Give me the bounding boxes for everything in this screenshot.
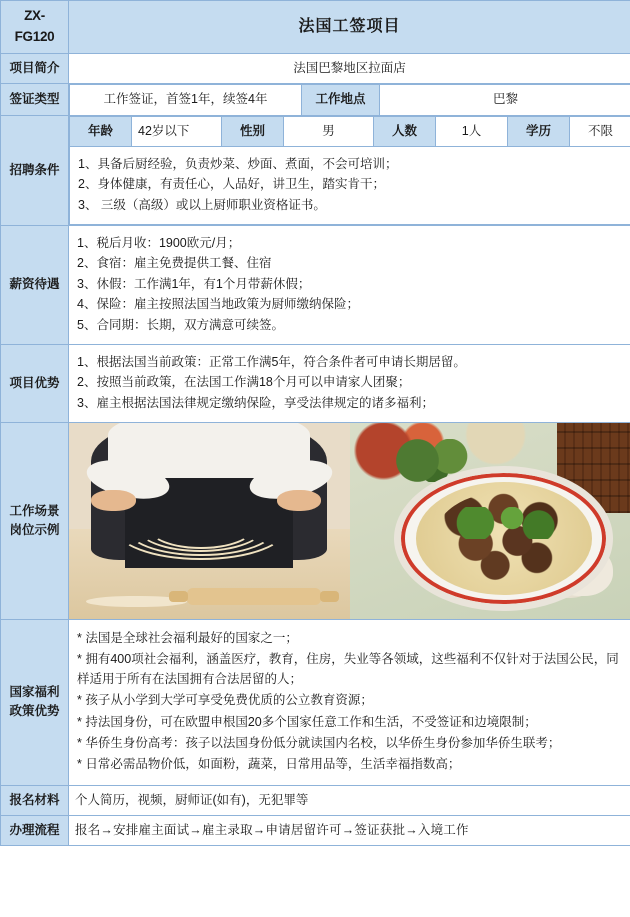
education-label: 学历	[508, 116, 570, 146]
scene-photos-cell	[69, 423, 630, 620]
advantage-label: 项目优势	[1, 344, 69, 422]
welfare-item: * 法国是全球社会福利最好的国家之一；	[77, 631, 298, 646]
salary-label: 薪资待遇	[1, 226, 69, 345]
visa-inner-table	[69, 84, 630, 115]
requirement-item: 3、 三级（高级）或以上厨师职业资格证书。	[78, 197, 326, 212]
visa-label: 签证类型	[1, 84, 69, 116]
advantage-item: 1、根据法国当前政策：正常工作满5年，符合条件者可申请长期居留。	[77, 354, 466, 369]
requirement-row	[1, 116, 630, 226]
photo-strip	[69, 423, 630, 619]
education-value: 不限	[570, 116, 630, 146]
welfare-item: * 日常必需品物价低，如面粉，蔬菜，日常用品等，生活幸福指数高；	[77, 757, 461, 772]
salary-content	[69, 226, 630, 345]
advantage-item: 3、雇主根据法国法律规定缴纳保险，享受法律规定的诸多福利；	[77, 395, 434, 410]
documents-row	[1, 785, 630, 815]
welfare-label	[1, 620, 69, 786]
advantage-row	[1, 344, 630, 422]
salary-item: 3、休假：工作满1年，有1个月带薪休假；	[77, 276, 311, 291]
welfare-label-line1: 国家福利	[9, 685, 60, 700]
scene-row	[1, 423, 630, 620]
requirement-item: 2、身体健康，有责任心，人品好，讲卫生，踏实肯干；	[78, 177, 385, 192]
salary-list	[69, 226, 630, 344]
process-row	[1, 816, 630, 846]
welfare-item: * 持法国身份，可在欧盟申根国20多个国家任意工作和生活，不受签证和边境限制；	[77, 714, 537, 729]
requirement-item: 1、具备后厨经验，负责炒菜、炒面、煮面，不会可培训；	[78, 156, 398, 171]
gender-label: 性别	[222, 116, 284, 146]
intro-value: 法国巴黎地区拉面店	[69, 53, 630, 83]
scene-label-line1: 工作场景	[9, 503, 60, 518]
advantage-content	[69, 344, 630, 422]
beef-noodle-soup-bowl-photo	[350, 423, 630, 619]
welfare-label-line2: 政策优势	[9, 704, 60, 719]
worksite-value: 巴黎	[380, 85, 630, 115]
salary-row	[1, 226, 630, 345]
intro-row	[1, 53, 630, 83]
documents-label: 报名材料	[1, 785, 69, 815]
gender-value: 男	[284, 116, 374, 146]
salary-item: 4、保险：雇主按照法国当地政策为厨师缴纳保险；	[77, 297, 359, 312]
header-row	[1, 1, 630, 54]
project-code: ZX-FG120	[1, 1, 69, 54]
requirement-content	[69, 116, 630, 226]
welfare-item: * 华侨生身份高考：孩子以法国身份低分就读国内名校，以华侨生身份参加华侨生联考；	[77, 735, 561, 750]
welfare-item: * 孩子从小学到大学可享受免费优质的公立教育资源；	[77, 693, 373, 708]
documents-value: 个人简历，视频，厨师证(如有)，无犯罪等	[69, 785, 630, 815]
visa-row	[1, 84, 630, 116]
welfare-content	[69, 620, 630, 786]
salary-item: 5、合同期：长期，双方满意可续签。	[77, 317, 284, 332]
welfare-row	[1, 620, 630, 786]
process-value: 报名→安排雇主面试→雇主录取→申请居留许可→签证获批→入境工作	[69, 816, 630, 846]
requirement-label: 招聘条件	[1, 116, 69, 226]
visa-row-content	[69, 84, 630, 116]
count-label: 人数	[374, 116, 436, 146]
process-label: 办理流程	[1, 816, 69, 846]
project-title: 法国工签项目	[69, 1, 630, 54]
chef-pulling-noodles-photo	[69, 423, 350, 619]
candidate-attributes-table	[69, 116, 630, 226]
welfare-item: * 拥有400项社会福利，涵盖医疗，教育，住房，失业等各领域，这些福利不仅针对于法国公民，同样适用于所有在法国拥有合法居留的人；	[77, 652, 619, 686]
salary-item: 2、食宿：雇主免费提供工餐、住宿	[77, 256, 272, 271]
scene-label	[1, 423, 69, 620]
intro-label: 项目简介	[1, 53, 69, 83]
requirement-list	[70, 147, 630, 224]
visa-value: 工作签证，首签1年，续签4年	[70, 85, 302, 115]
age-value: 42岁以下	[132, 116, 222, 146]
advantage-item: 2、按照当前政策，在法国工作满18个月可以申请家人团聚；	[77, 375, 411, 390]
scene-label-line2: 岗位示例	[9, 523, 60, 538]
welfare-list	[69, 620, 630, 785]
worksite-label: 工作地点	[302, 85, 380, 115]
count-value: 1人	[436, 116, 508, 146]
age-label: 年龄	[70, 116, 132, 146]
salary-item: 1、税后月收：1900欧元/月；	[77, 236, 241, 251]
advantage-list	[69, 345, 630, 422]
